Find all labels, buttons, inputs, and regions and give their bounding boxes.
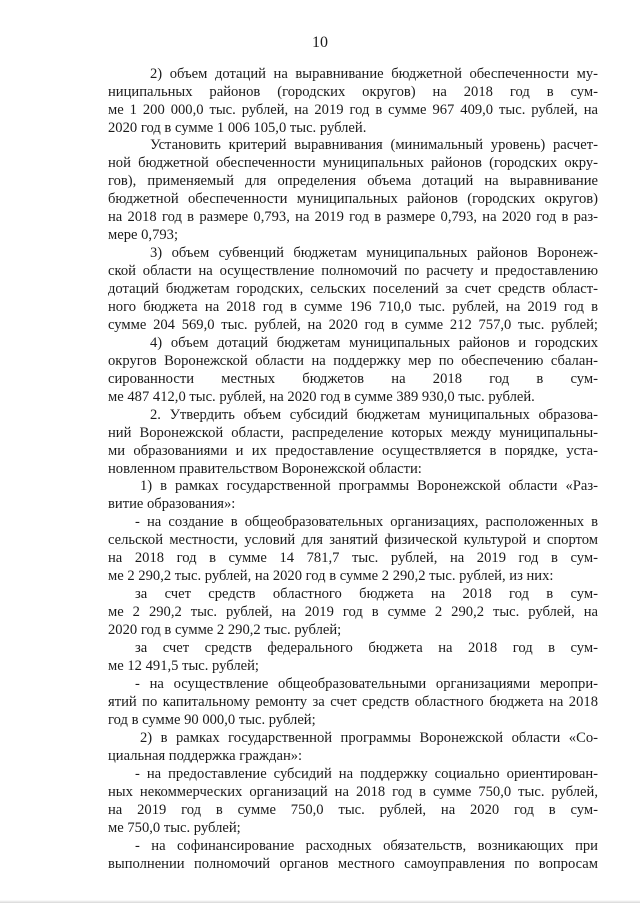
- text-line: ской области на осуществление полномочий по расчету и предоставлению: [108, 263, 598, 279]
- text-line: 1) в рамках государственной программы Воронежской области «Раз-: [140, 478, 598, 494]
- text-line: сельской местности, условий для занятий физической культурой и спортом: [108, 532, 598, 548]
- text-line: за счет средств федерального бюджета на 2018 год в сум-: [135, 640, 598, 656]
- text-line: ме 750,0 тыс. рублей;: [108, 820, 241, 836]
- text-line: ме 1 200 000,0 тыс. рублей, на 2019 год в сумме 967 409,0 тыс. рублей, на: [108, 102, 598, 118]
- text-line: циальная поддержка граждан»:: [108, 748, 303, 764]
- text-line: 2020 год в сумме 1 006 105,0 тыс. рублей.: [108, 120, 367, 136]
- text-line: ятий по капитальному ремонту за счет средств областного бюджета на 2018: [108, 694, 598, 710]
- text-line: 3) объем субвенций бюджетам муниципальных районов Воронеж-: [150, 245, 598, 261]
- page-number: 10: [312, 34, 328, 51]
- text-line: ме 2 290,2 тыс. рублей, на 2019 год в сумме 2 290,2 тыс. рублей, на: [108, 604, 598, 620]
- text-line: гов), применяемый для определения объема дотаций на выравнивание: [108, 173, 598, 189]
- text-line: новленном правительством Воронежской области:: [108, 461, 422, 477]
- text-line: выполнении полномочий органов местного самоуправления по вопросам: [108, 856, 598, 872]
- text-line: ме 2 290,2 тыс. рублей, на 2020 год в сумме 2 290,2 тыс. рублей, из них:: [108, 568, 554, 584]
- text-line: ного бюджета на 2018 год в сумме 196 710,0 тыс. рублей, на 2019 год в: [108, 299, 598, 315]
- text-line: на 2018 год в сумме 14 781,7 тыс. рублей, на 2019 год в сум-: [108, 550, 598, 566]
- text-line: сумме 204 569,0 тыс. рублей, на 2020 год в сумме 212 757,0 тыс. рублей;: [108, 317, 598, 333]
- text-line: мере 0,793;: [108, 227, 179, 243]
- text-line: 2) в рамках государственной программы Воронежской области «Со-: [140, 730, 598, 746]
- text-line: Установить критерий выравнивания (минимальный уровень) расчет-: [150, 137, 598, 153]
- text-line: за счет средств областного бюджета на 2018 год в сум-: [135, 586, 598, 602]
- text-line: ме 12 491,5 тыс. рублей;: [108, 658, 259, 674]
- text-line: бюджетной обеспеченности муниципальных районов (городских округов): [108, 191, 598, 207]
- text-line: ний Воронежской области, распределение которых между муниципальны-: [108, 425, 598, 441]
- text-line: - на софинансирование расходных обязательств, возникающих при: [135, 838, 598, 854]
- text-line: сированности местных бюджетов на 2018 год в сум-: [108, 371, 598, 387]
- text-line: ниципальных районов (городских округов) на 2018 год в сум-: [108, 84, 598, 100]
- text-line: на 2019 год в сумме 750,0 тыс. рублей, на 2020 год в сум-: [108, 802, 598, 818]
- text-line: ме 487 412,0 тыс. рублей, на 2020 год в сумме 389 930,0 тыс. рублей.: [108, 389, 535, 405]
- text-line: ми образованиями и их предоставление осуществляется в порядке, уста-: [108, 443, 598, 459]
- text-line: год в сумме 90 000,0 тыс. рублей;: [108, 712, 316, 728]
- text-line: - на предоставление субсидий на поддержку социально ориентирован-: [135, 766, 598, 782]
- text-line: ных некоммерческих организаций на 2018 год в сумме 750,0 тыс. рублей,: [108, 784, 598, 800]
- text-line: витие образования»:: [108, 496, 236, 512]
- text-line: 4) объем дотаций бюджетам муниципальных районов и городских: [150, 335, 598, 351]
- text-line: на 2018 год в размере 0,793, на 2019 год в размере 0,793, на 2020 год в раз-: [108, 209, 598, 225]
- text-line: ной бюджетной обеспеченности муниципальных районов (городских окру-: [108, 155, 598, 171]
- text-line: - на осуществление общеобразовательными организациями меропри-: [135, 676, 598, 692]
- text-line: 2. Утвердить объем субсидий бюджетам муниципальных образова-: [150, 407, 598, 423]
- text-line: округов Воронежской области на поддержку мер по обеспечению сбалан-: [108, 353, 598, 369]
- text-line: 2020 год в сумме 2 290,2 тыс. рублей;: [108, 622, 342, 638]
- text-line: 2) объем дотаций на выравнивание бюджетной обеспеченности му-: [150, 66, 598, 82]
- text-line: - на создание в общеобразовательных организациях, расположенных в: [135, 514, 598, 530]
- text-line: дотаций бюджетам городских, сельских поселений за счет средств област-: [108, 281, 598, 297]
